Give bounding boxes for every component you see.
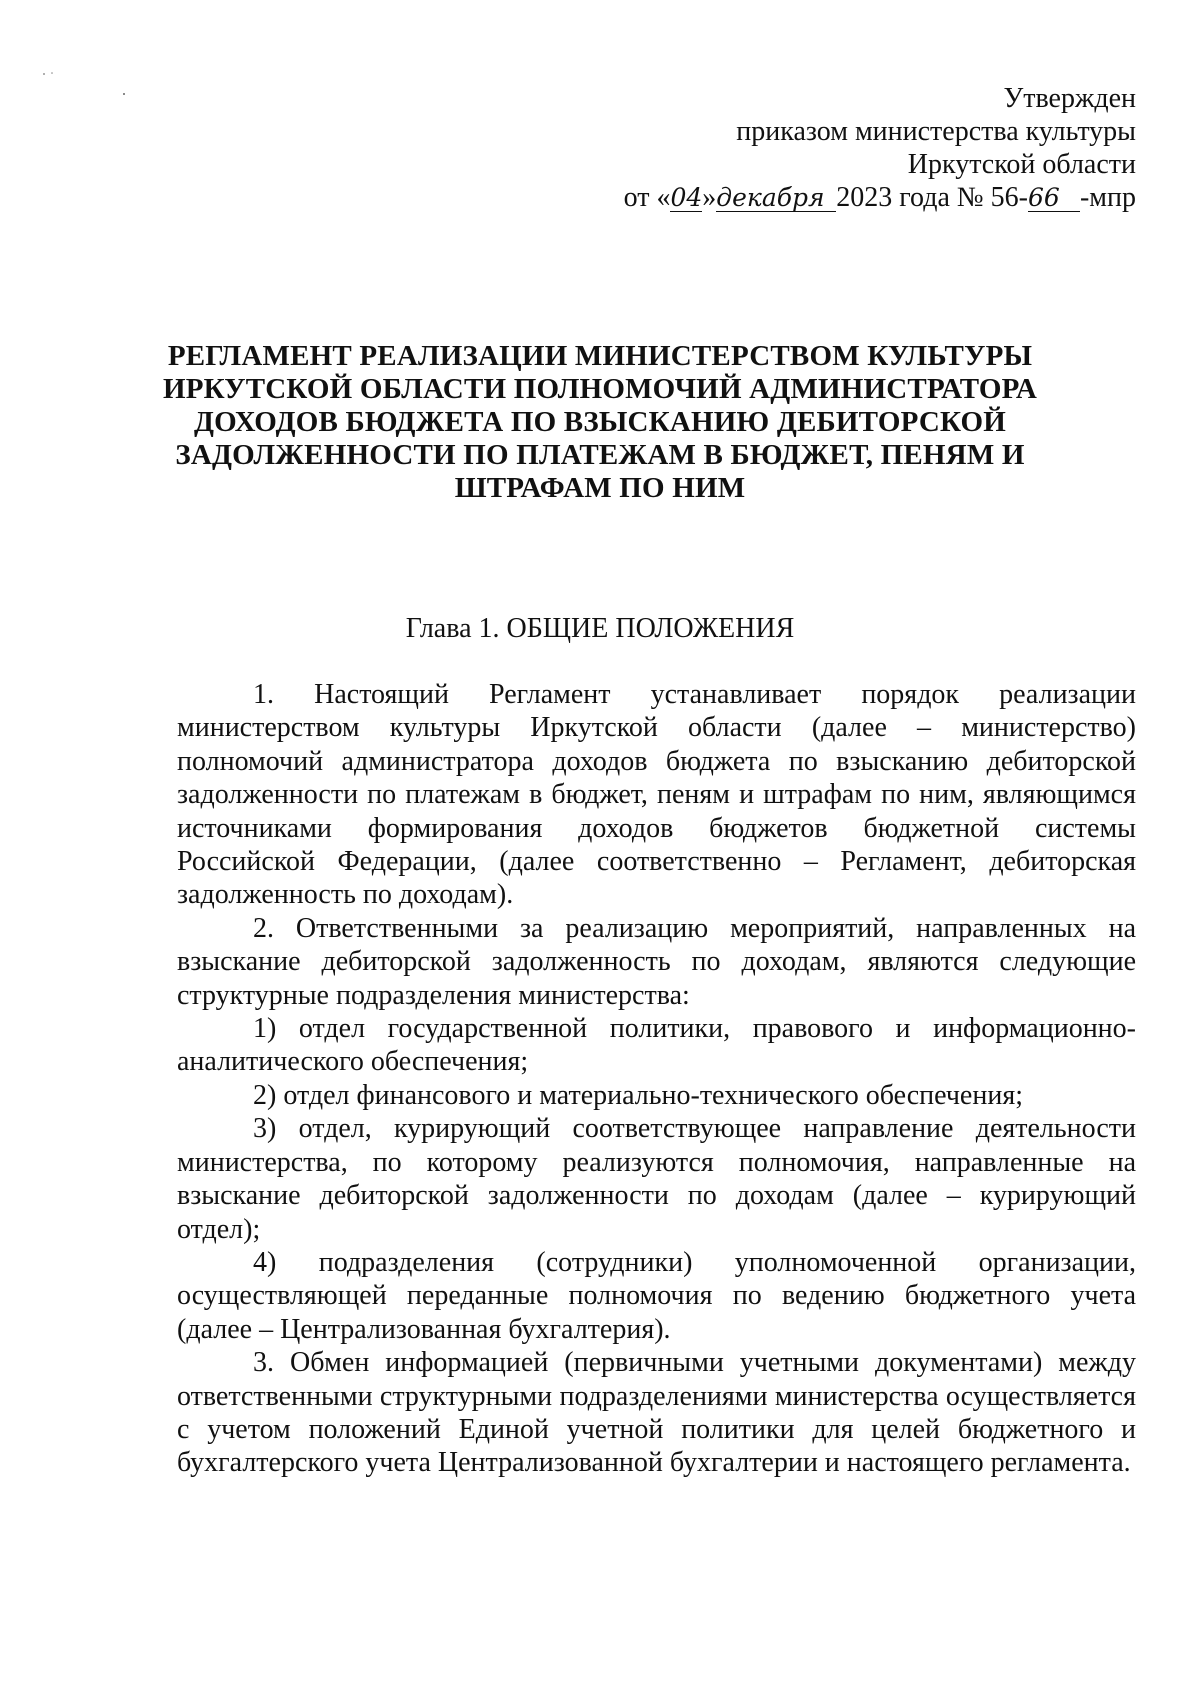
title-line: ИРКУТСКОЙ ОБЛАСТИ ПОЛНОМОЧИЙ АДМИНИСТРАТОРА [162,373,1038,405]
paragraph: 3. Обмен информацией (первичными учетными документами) между ответственными структурными подразделениями министерства осуществляется с учетом положений Единой учетной политики для целей бюджетного и бухгалтерского учета Централизованной бухгалтерии и настоящего регламента. [177,1347,1136,1479]
approval-order: приказом министерства культуры [736,116,1136,147]
paragraph: 2. Ответственными за реализацию мероприятий, направленных на взыскание дебиторской задолженность по доходам, являются следующие структурные подразделения министерства: [177,912,1136,1011]
scan-specks [38,70,138,110]
title-line: ДОХОДОВ БЮДЖЕТА ПО ВЗЫСКАНИЮ ДЕБИТОРСКОЙ [193,406,1007,438]
date-prefix: от « [623,182,671,213]
chapter-heading: Глава 1. ОБЩИЕ ПОЛОЖЕНИЯ [405,613,795,644]
list-item: 1) отдел государственной политики, правового и информационно-аналитического обеспечения; [177,1013,1136,1078]
list-item: 4) подразделения (сотрудники) уполномоченной организации, осуществляющей переданные полномочия по ведению бюджетного учета (далее – Централизованная бухгалтерия). [177,1246,1136,1345]
approval-status: Утвержден [1003,83,1136,114]
handwritten-order-number: 66 [1028,185,1080,212]
handwritten-day: 04 [670,183,703,212]
paragraph: 1. Настоящий Регламент устанавливает порядок реализации министерством культуры Иркутской области (далее – министерство) полномочий администратора доходов бюджета по взысканию дебиторской задолженности по платежам в бюджет, пеням и штрафам по ним, являющимся источниками формирования доходов бюджетов бюджетной системы Российской Федерации, (далее соответственно – Регламент, дебиторская задолженность по доходам). [177,679,1136,911]
title-line: ШТРАФАМ ПО НИМ [454,472,746,504]
date-year-text: 2023 года № 56- [836,182,1028,213]
list-item: 2) отдел финансового и материально-технического обеспечения; [253,1079,1023,1111]
approval-region: Иркутской области [907,149,1136,180]
date-quote-close: » [702,182,717,213]
approval-block [624,82,1136,214]
handwritten-month: декабря [716,185,836,212]
document-title [150,340,1050,505]
list-item: 3) отдел, курирующий соответствующее направление деятельности министерства, по которому реализуются полномочия, направленные на взыскание дебиторской задолженности по доходам (далее – курирующий отдел); [177,1113,1136,1245]
approval-date-line [624,181,1136,214]
order-suffix: -мпр [1079,182,1136,213]
document-body [177,678,1136,1480]
title-line: ЗАДОЛЖЕННОСТИ ПО ПЛАТЕЖАМ В БЮДЖЕТ, ПЕНЯМ И [175,439,1025,471]
title-line: РЕГЛАМЕНТ РЕАЛИЗАЦИИ МИНИСТЕРСТВОМ КУЛЬТУРЫ [167,340,1033,372]
